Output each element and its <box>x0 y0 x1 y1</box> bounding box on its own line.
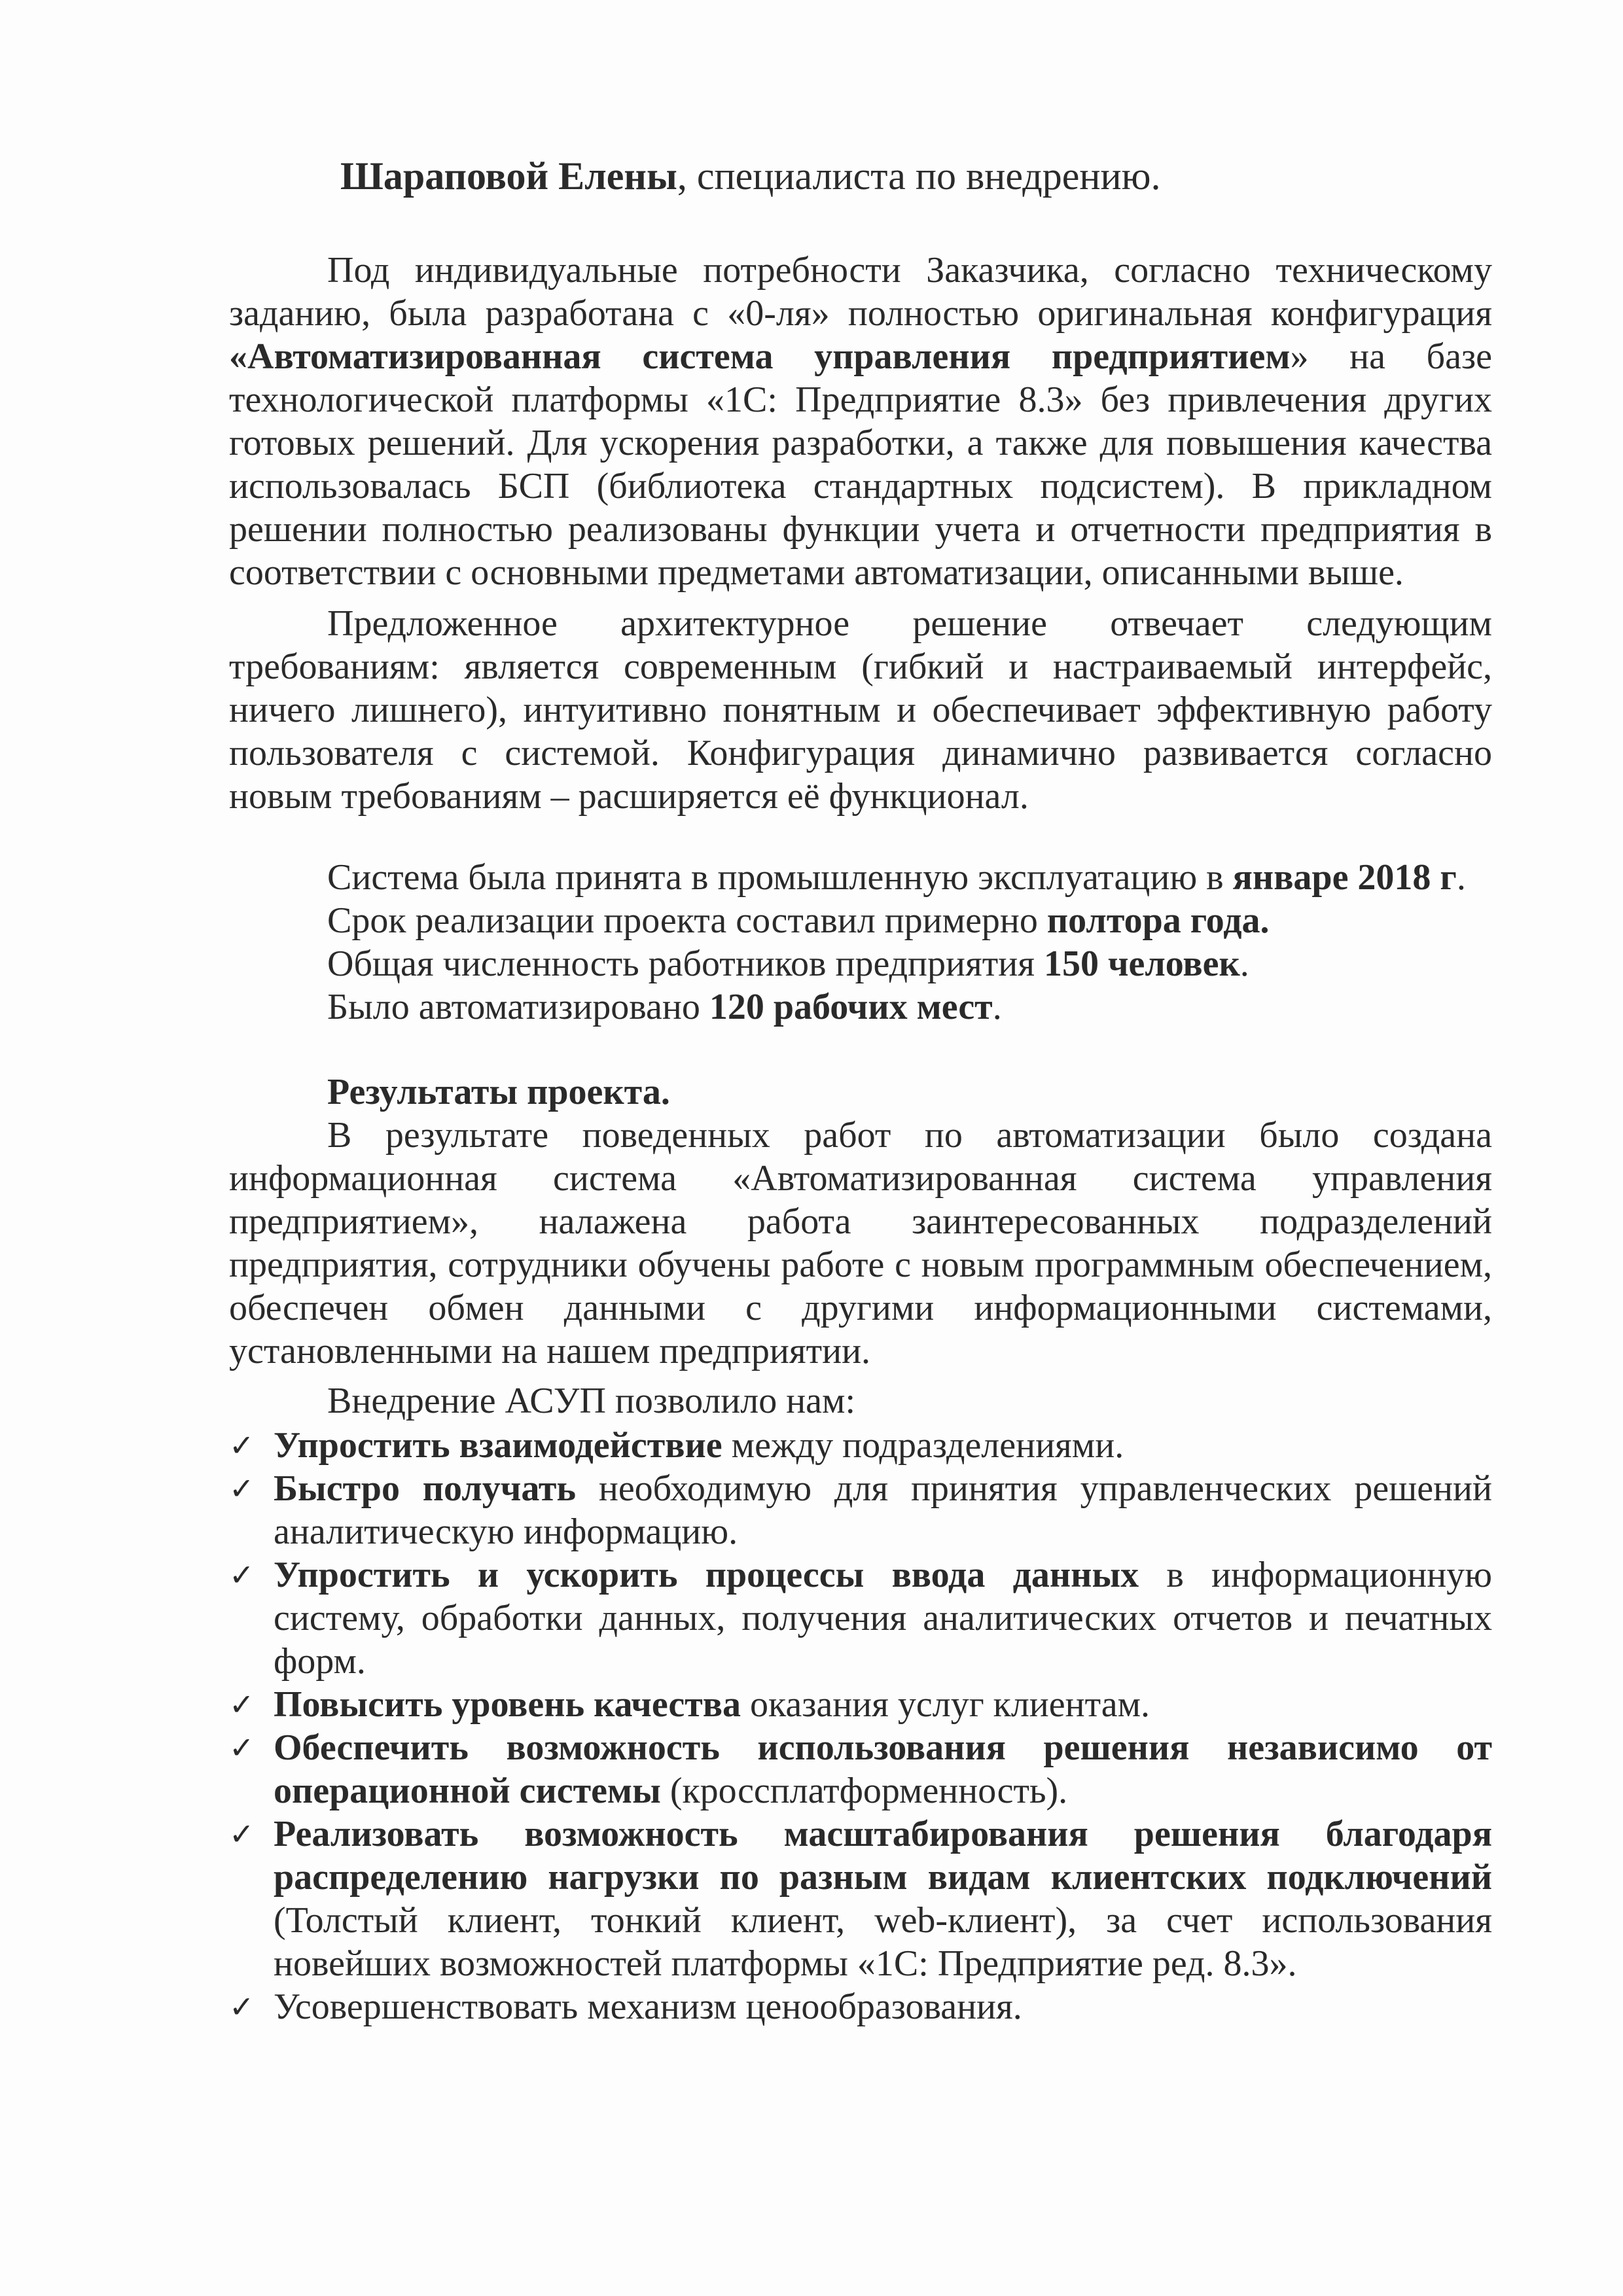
fact-line <box>327 942 1466 985</box>
fact-text: Система была принята в промышленную эксплуатацию в <box>327 857 1233 898</box>
fact-bold: 120 рабочих мест <box>709 987 993 1027</box>
list-item-bold: Обеспечить возможность использования решения независимо от операционной системы <box>274 1727 1492 1811</box>
list-item <box>229 1424 1492 1467</box>
list-item-text: Усовершенствовать механизм ценообразования. <box>274 1987 1022 2027</box>
list-item <box>229 1985 1492 2028</box>
list-item-bold: Быстро получать <box>274 1468 576 1509</box>
check-icon: ✓ <box>229 1816 255 1852</box>
list-item <box>229 1683 1492 1726</box>
results-title: Результаты проекта. <box>327 1072 670 1112</box>
check-icon: ✓ <box>229 1730 255 1765</box>
fact-line <box>327 856 1466 899</box>
list-item <box>229 1553 1492 1683</box>
list-item-text: между подразделениями. <box>722 1425 1124 1466</box>
list-intro: Внедрение АСУП позволило нам: <box>327 1381 856 1421</box>
list-item-text: необходимую для принятия управленческих решений аналитическую информацию. <box>274 1468 1492 1552</box>
list-item-bold: Упростить взаимодействие <box>274 1425 722 1466</box>
paragraph-configuration <box>229 249 1492 594</box>
list-item-text: оказания услуг клиентам. <box>741 1684 1150 1725</box>
project-facts <box>327 856 1466 1029</box>
fact-line <box>327 899 1466 942</box>
list-item-bold: Повысить уровень качества <box>274 1684 741 1725</box>
list-item-text: (Толстый клиент, тонкий клиент, web-клиент), за счет использования новейших возможностей платформы «1С: Предприятие ред. 8.3». <box>274 1900 1492 1984</box>
fact-text: Было автоматизировано <box>327 987 709 1027</box>
check-icon: ✓ <box>229 1471 255 1506</box>
author-name: Шараповой Елены <box>340 154 677 198</box>
list-item <box>229 1726 1492 1812</box>
fact-bold: полтора года. <box>1046 900 1270 941</box>
check-icon: ✓ <box>229 1557 255 1593</box>
benefits-checklist <box>229 1424 1492 2028</box>
fact-text: Срок реализации проекта составил примерно <box>327 900 1047 941</box>
list-item <box>229 1467 1492 1553</box>
paragraph-configuration-text-1: Под индивидуальные потребности Заказчика, согласно техническому заданию, была разработана с «0-ля» полностью оригинальная конфигурация <box>229 250 1492 334</box>
paragraph-configuration-text-2: » на базе технологической платформы «1С: Предприятие 8.3» без привлечения других готовых решений. Для ускорения разработки, а также для повышения качества использовалась БСП (библиотека стандартных подсистем). В прикладном решении полностью реализованы функции учета и отчетности предприятия в соответствии с основными предметами автоматизации, описанными выше. <box>229 336 1492 593</box>
paragraph-results: В результате поведенных работ по автоматизации было создана информационная система «Автоматизированная система управления предприятием», налажена работа заинтересованных подразделений предприятия, сотрудники обучены работе с новым программным обеспечением, обеспечен обмен данными с другими информационными системами, установленными на нашем предприятии. <box>229 1115 1492 1371</box>
list-item-bold: Реализовать возможность масштабирования решения благодаря распределению нагрузки по разным видам клиентских подключений <box>274 1814 1492 1898</box>
list-item-text: в информационную систему, обработки данных, получения аналитических отчетов и печатных форм. <box>274 1555 1493 1682</box>
fact-tail: . <box>992 987 1002 1027</box>
paragraph-configuration-bold: «Автоматизированная система управления предприятием <box>229 336 1291 377</box>
check-icon: ✓ <box>229 1428 255 1463</box>
check-icon: ✓ <box>229 1989 255 2024</box>
fact-tail: . <box>1240 944 1249 984</box>
fact-bold: январе 2018 г <box>1232 857 1457 898</box>
author-line <box>340 153 1160 199</box>
author-role: , специалиста по внедрению. <box>677 154 1161 198</box>
fact-text: Общая численность работников предприятия <box>327 944 1044 984</box>
check-icon: ✓ <box>229 1687 255 1722</box>
fact-line <box>327 985 1466 1029</box>
list-item-text: (кроссплатформенность). <box>660 1771 1068 1811</box>
paragraph-architecture: Предложенное архитектурное решение отвечает следующим требованиям: является современным (гибкий и настраиваемый интерфейс, ничего лишнего), интуитивно понятным и обеспечивает эффективную работу пользователя с системой. Конфигурация динамично развивается согласно новым требованиям – расширяется её функционал. <box>229 603 1492 817</box>
list-item-bold: Упростить и ускорить процессы ввода данных <box>274 1555 1139 1595</box>
fact-tail: . <box>1456 857 1466 898</box>
fact-bold: 150 человек <box>1043 944 1240 984</box>
list-item <box>229 1812 1492 1985</box>
